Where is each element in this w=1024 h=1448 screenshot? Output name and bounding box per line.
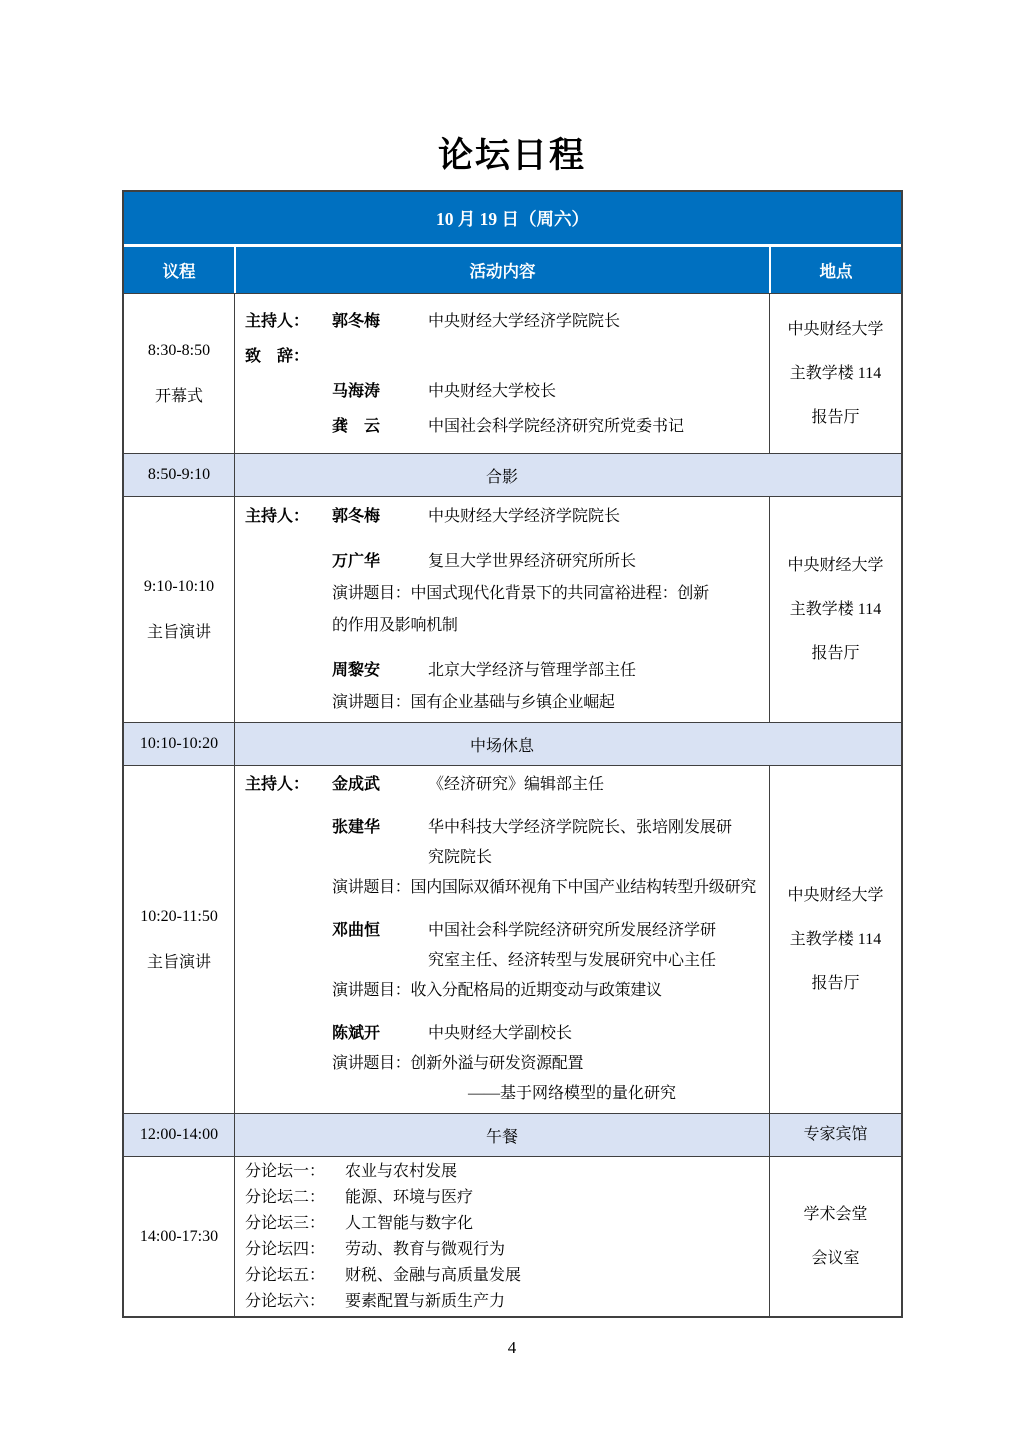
- schedule-table: [122, 190, 903, 1318]
- role-label: [245, 374, 332, 409]
- speaker-affiliation: [428, 546, 763, 578]
- line-gap: [245, 903, 763, 916]
- date-header: 10 月 19 日（周六）: [124, 192, 901, 247]
- break-label-cell: [234, 723, 769, 765]
- affiliation-line: 究室主任、经济转型与发展研究中心主任: [428, 952, 717, 969]
- forum-title: 能源、环境与医疗: [345, 1188, 474, 1206]
- role-label: 主持人：: [245, 507, 310, 525]
- location-line: 主教学楼 114: [789, 600, 882, 618]
- forum-line: [245, 1185, 763, 1211]
- host-line: [245, 501, 763, 533]
- location-line: 报告厅: [811, 974, 860, 992]
- content-cell: [234, 294, 769, 453]
- host-line: [245, 304, 763, 339]
- forum-title: 农业与农村发展: [345, 1162, 458, 1180]
- forum-title: 劳动、教育与微观行为: [345, 1240, 506, 1258]
- topic-line: 演讲题目：国有企业基础与乡镇企业崛起: [332, 693, 615, 711]
- break-label-cell: [234, 454, 769, 496]
- location-cell: [769, 294, 901, 453]
- time-text: 主旨演讲: [146, 953, 211, 971]
- speaker-line: [245, 916, 763, 976]
- host-line: [245, 770, 763, 800]
- page-title: 论坛日程: [437, 136, 586, 175]
- page-number: 4: [507, 1338, 517, 1357]
- speaker-name: 万广华: [332, 552, 381, 570]
- table-body: [124, 293, 901, 1316]
- location-line: 会议室: [811, 1249, 860, 1267]
- speaker-affiliation: [428, 1019, 763, 1049]
- column-header-content: 活动内容: [234, 247, 769, 293]
- session-row: [124, 1156, 901, 1316]
- speaker-name: 邓曲恒: [332, 922, 381, 939]
- location-cell: [769, 723, 901, 765]
- forum-title: 人工智能与数字化: [345, 1214, 474, 1232]
- topic-subtitle-line: ——基于网络模型的量化研究: [468, 1085, 677, 1102]
- column-header-row: [124, 247, 901, 293]
- time-text: 8:30-8:50: [147, 341, 211, 359]
- topic-line: 演讲题目：国内国际双循环视角下中国产业结构转型升级研究: [332, 879, 756, 896]
- speaker-affiliation: [428, 374, 763, 409]
- time-text: 开幕式: [154, 387, 203, 405]
- time-text: 9:10-10:10: [143, 577, 215, 595]
- affiliation-line: 北京大学经济与管理学部主任: [428, 661, 637, 679]
- speaker-name: 郭冬梅: [332, 312, 381, 330]
- speaker-affiliation: [428, 655, 763, 687]
- affiliation-line: 中央财经大学经济学院院长: [428, 312, 621, 330]
- line-gap: [245, 533, 763, 546]
- content-cell: [234, 497, 769, 722]
- time-cell: [124, 766, 234, 1113]
- time-text: 主旨演讲: [146, 623, 211, 641]
- time-text: 10:20-11:50: [140, 907, 218, 925]
- location-cell: [769, 766, 901, 1113]
- topic-line: 演讲题目：收入分配格局的近期变动与政策建议: [332, 982, 662, 999]
- forum-label: 分论坛一：: [245, 1162, 326, 1180]
- break-row: [124, 722, 901, 765]
- location-line: 学术会堂: [803, 1205, 868, 1223]
- speaker-name: 周黎安: [332, 661, 381, 679]
- role-label: [245, 916, 332, 976]
- line-gap: [245, 642, 763, 655]
- affiliation-line: 中国社会科学院经济研究所党委书记: [428, 417, 685, 435]
- location-cell: [769, 454, 901, 496]
- speaker-line: [245, 1019, 763, 1049]
- time-cell: [124, 294, 234, 453]
- time-cell: [124, 497, 234, 722]
- forum-label: 分论坛四：: [245, 1240, 326, 1258]
- forum-line: [245, 1237, 763, 1263]
- location-line: 主教学楼 114: [789, 364, 882, 382]
- affiliation-line: 究院院长: [428, 849, 493, 866]
- time-text: 14:00-17:30: [139, 1227, 219, 1245]
- forum-line: [245, 1289, 763, 1315]
- role-label: [245, 813, 332, 873]
- speaker-name: 郭冬梅: [332, 507, 381, 525]
- role-label: 主持人：: [245, 776, 310, 793]
- affiliation-line: 《经济研究》编辑部主任: [428, 776, 605, 793]
- time-text: 12:00-14:00: [139, 1126, 219, 1143]
- affiliation-line: 复旦大学世界经济研究所所长: [428, 552, 637, 570]
- column-header-agenda: 议程: [162, 262, 196, 281]
- break-row: [124, 1113, 901, 1156]
- location-line: 主教学楼 114: [789, 930, 882, 948]
- speaker-affiliation: [428, 304, 763, 339]
- content-cell: [234, 766, 769, 1113]
- role-label: [245, 546, 332, 578]
- role-label: [245, 409, 332, 444]
- column-header-location: 地点: [769, 247, 901, 293]
- line-gap: [245, 1006, 763, 1019]
- location-line: 中央财经大学: [787, 320, 884, 338]
- speaker-name: 陈斌开: [332, 1025, 381, 1042]
- time-cell: [124, 1114, 234, 1156]
- speaker-line: [245, 409, 763, 444]
- forum-line: [245, 1159, 763, 1185]
- forum-label: 分论坛三：: [245, 1214, 326, 1232]
- topic-line: 的作用及影响机制: [332, 616, 458, 634]
- forum-label: 分论坛二：: [245, 1188, 326, 1206]
- forum-title: 财税、金融与高质量发展: [345, 1266, 522, 1284]
- role-label: [245, 1019, 332, 1049]
- forum-label: 分论坛五：: [245, 1266, 326, 1284]
- speaker-affiliation: [428, 409, 763, 444]
- speaker-name: 张建华: [332, 819, 381, 836]
- time-cell: [124, 454, 234, 496]
- affiliation-line: 华中科技大学经济学院院长、张培刚发展研: [428, 819, 733, 836]
- break-label: 合影: [485, 468, 518, 486]
- time-cell: [124, 1157, 234, 1316]
- speaker-line: [245, 374, 763, 409]
- affiliation-line: 中央财经大学经济学院院长: [428, 507, 621, 525]
- location-line: 中央财经大学: [787, 556, 884, 574]
- label-line: [245, 339, 763, 374]
- speaker-line: [245, 546, 763, 578]
- topic-line: 演讲题目：中国式现代化背景下的共同富裕进程：创新: [332, 584, 709, 602]
- role-label: 主持人：: [245, 312, 310, 330]
- speaker-affiliation: [428, 501, 763, 533]
- affiliation-line: 中央财经大学校长: [428, 382, 557, 400]
- forum-title: 要素配置与新质生产力: [345, 1292, 506, 1310]
- session-row: [124, 765, 901, 1113]
- forum-line: [245, 1263, 763, 1289]
- topic-line: 演讲题目：创新外溢与研发资源配置: [332, 1055, 584, 1072]
- speaker-line: [245, 813, 763, 873]
- break-row: [124, 453, 901, 496]
- location-line: 专家宾馆: [803, 1126, 868, 1143]
- break-label: 午餐: [485, 1128, 518, 1146]
- speaker-affiliation: [428, 916, 763, 976]
- role-label: 致 辞：: [245, 347, 310, 365]
- affiliation-line: 中央财经大学副校长: [428, 1025, 573, 1042]
- time-text: 8:50-9:10: [147, 466, 211, 483]
- speaker-name: 龚 云: [332, 417, 381, 435]
- break-label: 中场休息: [469, 737, 534, 755]
- forum-line: [245, 1211, 763, 1237]
- session-row: [124, 496, 901, 722]
- speaker-name: 金成武: [332, 776, 381, 793]
- location-line: 报告厅: [811, 644, 860, 662]
- speaker-affiliation: [428, 770, 763, 800]
- break-label-cell: [234, 1114, 769, 1156]
- location-line: 中央财经大学: [787, 886, 884, 904]
- line-gap: [245, 800, 763, 813]
- speaker-affiliation: [428, 813, 763, 873]
- session-row: [124, 293, 901, 453]
- speaker-line: [245, 655, 763, 687]
- location-cell: [769, 1157, 901, 1316]
- role-label: [245, 655, 332, 687]
- time-text: 10:10-10:20: [139, 735, 219, 752]
- speaker-name: 马海涛: [332, 382, 381, 400]
- affiliation-line: 中国社会科学院经济研究所发展经济学研: [428, 922, 717, 939]
- time-cell: [124, 723, 234, 765]
- location-cell: [769, 497, 901, 722]
- content-cell: [234, 1157, 769, 1316]
- location-cell: [769, 1114, 901, 1156]
- location-line: 报告厅: [811, 408, 860, 426]
- forum-label: 分论坛六：: [245, 1292, 326, 1310]
